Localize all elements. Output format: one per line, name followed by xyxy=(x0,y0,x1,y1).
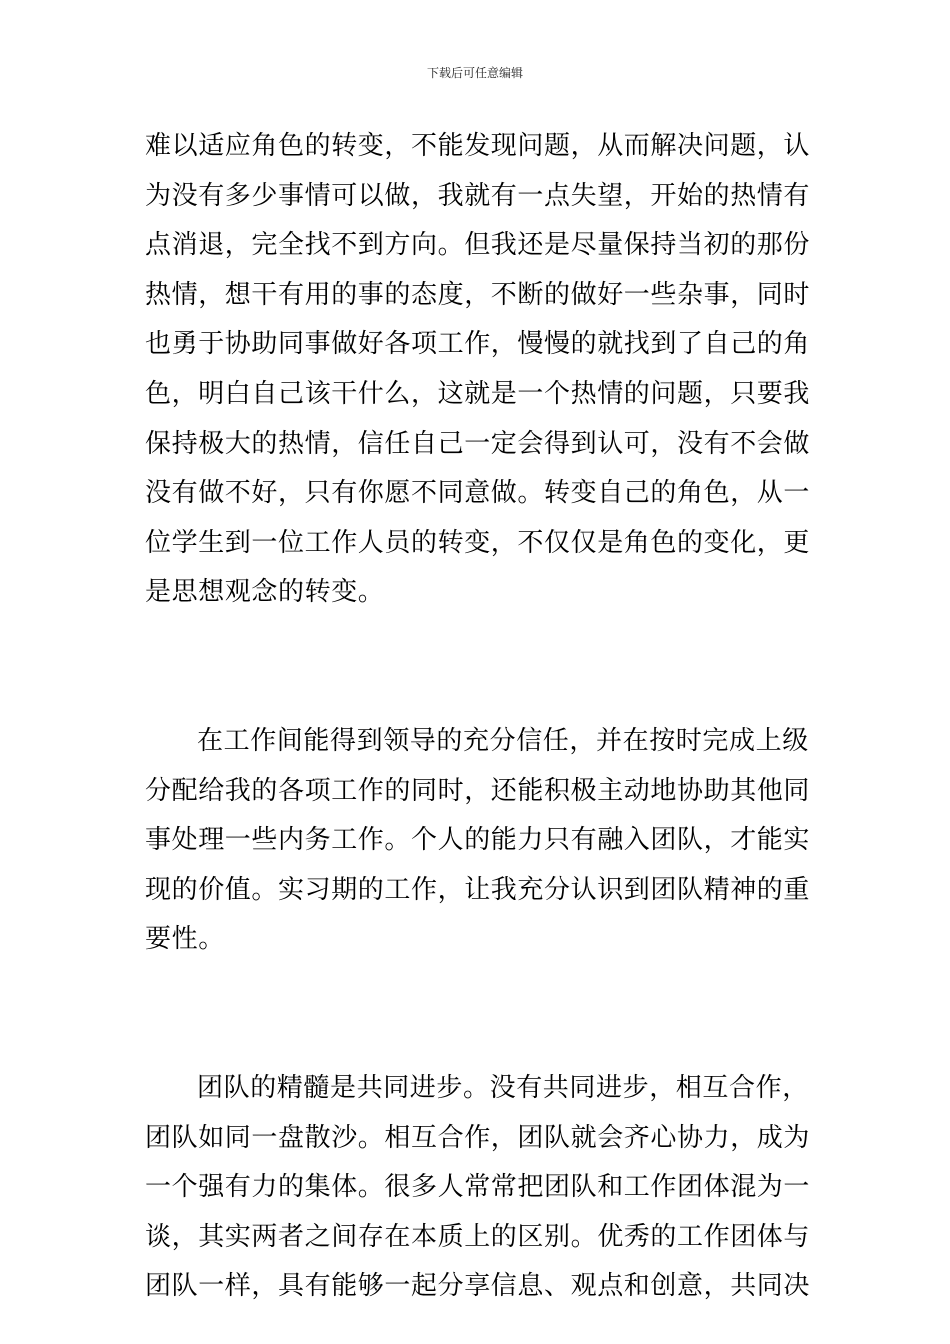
text-line: 难以适应角色的转变，不能发现问题，从而解决问题，认 xyxy=(145,131,811,161)
text-line: 色，明白自己该干什么，这就是一个热情的问题，只要我 xyxy=(145,378,811,409)
paragraph-spacer xyxy=(145,618,810,717)
text-line: 热情，想干有用的事的态度，不断的做好一些杂事，同时 xyxy=(145,279,811,310)
text-line: 在工作间能得到领导的充分信任，并在按时完成上级 xyxy=(197,725,809,756)
text-line: 谈，其实两者之间存在本质上的区别。优秀的工作团体与 xyxy=(145,1221,811,1252)
text-line: 事处理一些内务工作。个人的能力只有融入团队，才能实 xyxy=(145,825,811,856)
text-line: 现的价值。实习期的工作，让我充分认识到团队精神的重 xyxy=(145,874,811,905)
page-header: 下载后可任意编辑 xyxy=(426,66,523,80)
paragraph-2 xyxy=(145,717,810,965)
text-line: 保持极大的热情，信任自己一定会得到认可，没有不会做 xyxy=(145,428,811,459)
text-line: 团队如同一盘散沙。相互合作，团队就会齐心协力，成为 xyxy=(145,1122,811,1153)
paragraph-spacer xyxy=(145,965,810,1064)
text-line: 要性。 xyxy=(145,924,225,955)
paragraph-3 xyxy=(145,1064,810,1312)
text-line: 团队一样，具有能够一起分享信息、观点和创意，共同决 xyxy=(145,1271,811,1302)
document-body xyxy=(145,122,810,1312)
text-line: 没有做不好，只有你愿不同意做。转变自己的角色，从一 xyxy=(145,478,811,509)
text-line: 一个强有力的集体。很多人常常把团队和工作团体混为一 xyxy=(145,1172,811,1203)
text-line: 位学生到一位工作人员的转变，不仅仅是角色的变化，更 xyxy=(145,527,811,558)
text-line: 分配给我的各项工作的同时，还能积极主动地协助其他同 xyxy=(145,775,811,806)
text-line: 是思想观念的转变。 xyxy=(145,577,385,608)
paragraph-1 xyxy=(145,122,810,618)
text-line: 团队的精髓是共同进步。没有共同进步，相互合作， xyxy=(197,1072,809,1103)
text-line: 点消退，完全找不到方向。但我还是尽量保持当初的那份 xyxy=(145,230,811,261)
text-line: 也勇于协助同事做好各项工作，慢慢的就找到了自己的角 xyxy=(145,329,811,360)
text-line: 为没有多少事情可以做，我就有一点失望，开始的热情有 xyxy=(145,180,811,211)
